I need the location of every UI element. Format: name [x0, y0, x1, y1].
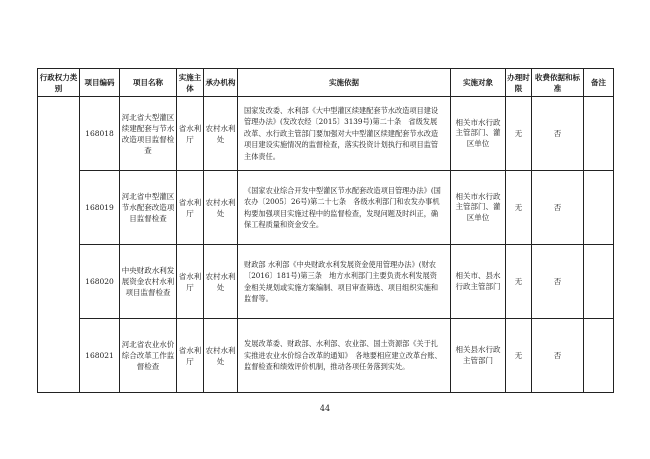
- agency-cell: 农村水利处: [204, 319, 238, 393]
- code-cell: 168020: [80, 245, 120, 319]
- fee-cell: 否: [532, 245, 584, 319]
- header-basis: 实施依据: [238, 69, 451, 97]
- remarks-cell: [584, 245, 614, 319]
- header-remarks: 备注: [584, 69, 614, 97]
- agency-cell: 农村水利处: [204, 171, 238, 245]
- page-number: 44: [319, 404, 331, 413]
- target-cell: 相关市水行政主管部门、灌区单位: [451, 171, 506, 245]
- basis-cell: 国家发改委、水利部《大中型灌区续建配套节水改造项目建设管理办法》(发改农经〔2015〕3139号)第二十条 省级发展改革、水行政主管部门要加强对大中型灌区续建配套节水改造项目建设实施情况的监督检查，落实投资计划执行和项目监管主体责任。: [238, 97, 451, 171]
- header-row: [38, 69, 614, 97]
- code-cell: 168021: [80, 319, 120, 393]
- time-limit-cell: 无: [506, 171, 532, 245]
- header-subject: 实施主体: [177, 69, 204, 97]
- header-name: 项目名称: [120, 69, 177, 97]
- code-cell: 168019: [80, 171, 120, 245]
- header-fee: 收费依据和标准: [532, 69, 584, 97]
- header-code: 项目编码: [80, 69, 120, 97]
- time-limit-cell: 无: [506, 97, 532, 171]
- basis-cell: 发展改革委、财政部、水利部、农业部、国土资源部《关于扎实推进农业水价综合改革的通知》 各地要相应建立改革台账、监督检查和绩效评价机制，推动各项任务落到实处。: [238, 319, 451, 393]
- target-cell: 相关市、县水行政主管部门: [451, 245, 506, 319]
- agency-cell: 农村水利处: [204, 245, 238, 319]
- table-row: [38, 319, 614, 393]
- time-limit-cell: 无: [506, 245, 532, 319]
- subject-cell: 省水利厅: [177, 171, 204, 245]
- table-row: [38, 245, 614, 319]
- basis-cell: 财政部 水利部《中央财政水利发展资金使用管理办法》(财农〔2016〕181号)第三条 地方水利部门主要负责水利发展资金相关规划或实施方案编制、项目审查筛选、项目组织实施和监督等。: [238, 245, 451, 319]
- agency-cell: 农村水利处: [204, 97, 238, 171]
- table-row: [38, 97, 614, 171]
- subject-cell: 省水利厅: [177, 97, 204, 171]
- subject-cell: 省水利厅: [177, 319, 204, 393]
- target-cell: 相关县水行政主管部门: [451, 319, 506, 393]
- code-cell: 168018: [80, 97, 120, 171]
- fee-cell: 否: [532, 319, 584, 393]
- name-cell: 河北省中型灌区节水配套改造项目监督检查: [120, 171, 177, 245]
- table-body: [38, 97, 614, 393]
- remarks-cell: [584, 97, 614, 171]
- power-list-table: [37, 68, 614, 393]
- name-cell: 中央财政水利发展资金农村水利项目监督检查: [120, 245, 177, 319]
- time-limit-cell: 无: [506, 319, 532, 393]
- fee-cell: 否: [532, 97, 584, 171]
- header-agency: 承办机构: [204, 69, 238, 97]
- target-cell: 相关市水行政主管部门、灌区单位: [451, 97, 506, 171]
- header-category: 行政权力类别: [38, 69, 80, 97]
- table-header: [38, 69, 614, 97]
- fee-cell: 否: [532, 171, 584, 245]
- subject-cell: 省水利厅: [177, 245, 204, 319]
- basis-cell: 《国家农业综合开发中型灌区节水配套改造项目管理办法》(国农办〔2005〕26号)第二十七条 各级水利部门和农发办事机构要加强项目实施过程中的监督检查，发现问题及时纠正，确保工程质量和资金安全。: [238, 171, 451, 245]
- table-row: [38, 171, 614, 245]
- header-time-limit: 办理时限: [506, 69, 532, 97]
- remarks-cell: [584, 319, 614, 393]
- header-target: 实施对象: [451, 69, 506, 97]
- name-cell: 河北省大型灌区续建配套与节水改造项目监督检查: [120, 97, 177, 171]
- name-cell: 河北省农业水价综合改革工作监督检查: [120, 319, 177, 393]
- remarks-cell: [584, 171, 614, 245]
- category-cell: [38, 97, 80, 393]
